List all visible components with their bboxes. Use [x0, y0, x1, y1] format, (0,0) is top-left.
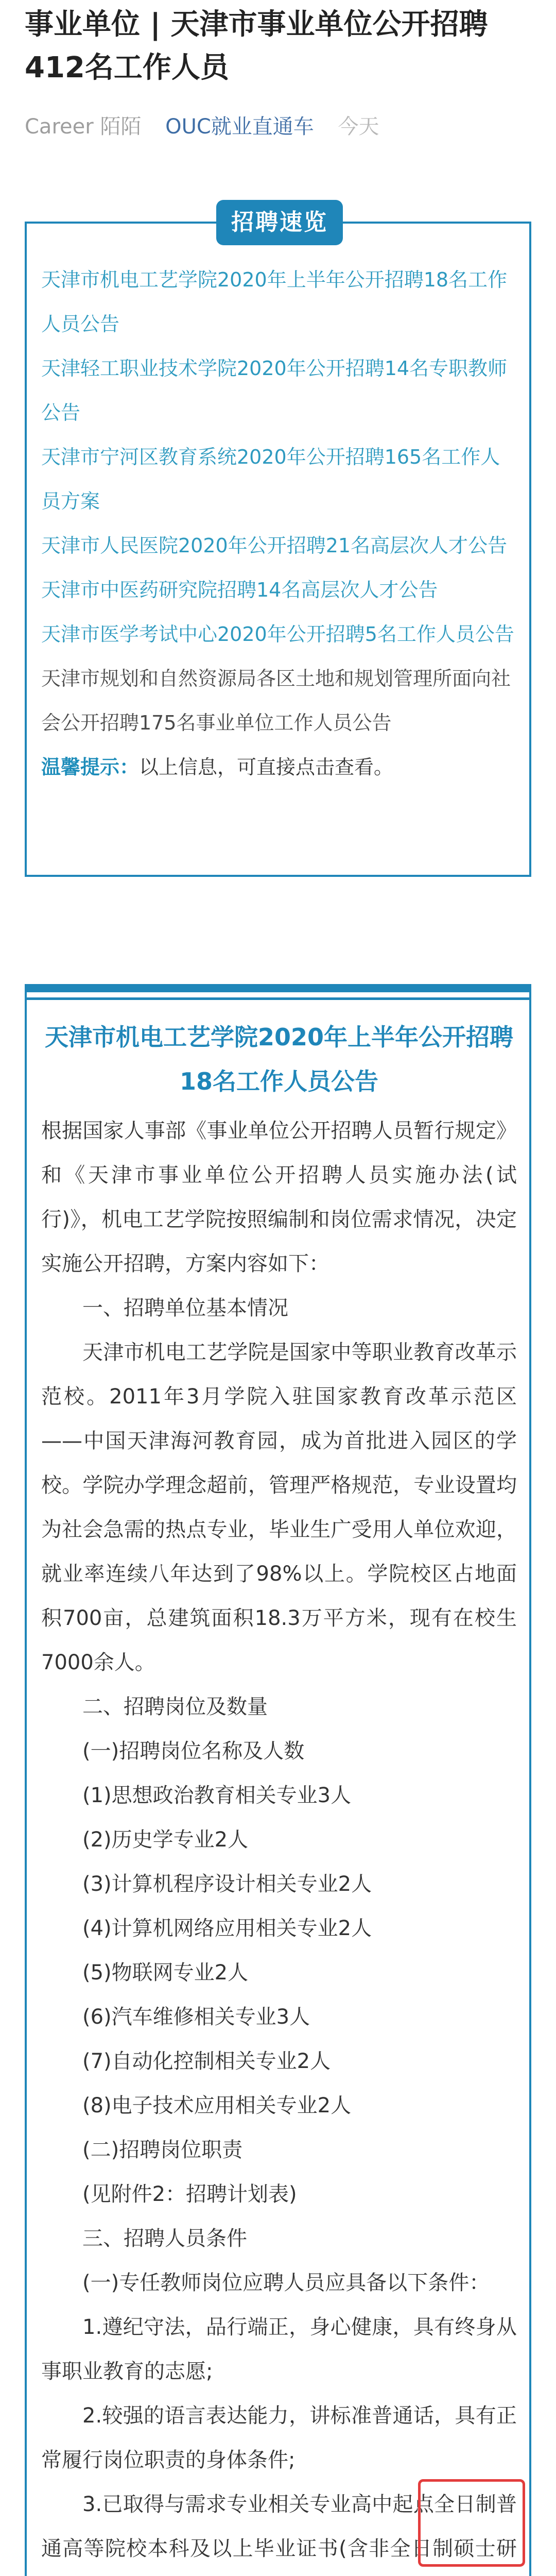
notice-paragraph: 天津市机电工艺学院是国家中等职业教育改革示范校。2011年3月学院入驻国家教育改革示范区——中国天津海河教育园，成为首批进入园区的学校。学院办学理念超前，管理严格规范，专业设置均为社会急需的热点专业，毕业生广受用人单位欢迎，就业率连续八年达到了98%以上。学院校区占地面积700亩，总建筑面积18.3万平方米，现有在校生7000余人。 — [41, 1341, 517, 1674]
article-meta — [25, 112, 379, 141]
notice-title: 天津市机电工艺学院2020年上半年公开招聘18名工作人员公告 — [44, 1023, 514, 1095]
notice-line: (7)自动化控制相关专业2人 — [82, 2049, 331, 2073]
quick-link-4[interactable]: 天津市人民医院2020年公开招聘21名高层次人才公告 — [41, 534, 508, 557]
author-name: Career 陌陌 — [25, 115, 142, 139]
article-title: 事业单位 | 天津市事业单位公开招聘412名工作人员 — [25, 8, 488, 84]
section-heading: 二、招聘岗位及数量 — [82, 1695, 268, 1719]
notice-line: (3)计算机程序设计相关专业2人 — [82, 1872, 372, 1896]
tip-line — [41, 745, 517, 789]
tip-label: 温馨提示： — [41, 756, 140, 778]
notice-line: (5)物联网专业2人 — [82, 1961, 249, 1985]
highlight-annotation-box — [418, 2479, 525, 2567]
quick-link-3[interactable]: 天津市宁河区教育系统2020年公开招聘165名工作人员方案 — [41, 446, 500, 513]
notice-paragraph: 根据国家人事部《事业单位公开招聘人员暂行规定》和《天津市事业单位公开招聘人员实施办法(试行)》，机电工艺学院按照编制和岗位需求情况，决定实施公开招聘，方案内容如下： — [41, 1119, 517, 1276]
notice-line: (见附件2：招聘计划表) — [82, 2182, 297, 2206]
publish-time: 今天 — [338, 115, 379, 139]
quick-link-6[interactable]: 天津市医学考试中心2020年公开招聘5名工作人员公告 — [41, 623, 514, 646]
notice-line: (二)招聘岗位职责 — [82, 2138, 243, 2162]
notice-body — [41, 1109, 517, 2576]
notice-paragraph: (一)专任教师岗位应聘人员应具备以下条件： — [82, 2271, 490, 2295]
notice-top-bar — [25, 984, 531, 992]
notice-paragraph: 1.遵纪守法，品行端正，身心健康，具有终身从事职业教育的志愿; — [41, 2315, 517, 2383]
quick-overview-tag: 招聘速览 — [216, 200, 343, 245]
quick-link-5[interactable]: 天津市中医药研究院招聘14名高层次人才公告 — [41, 579, 438, 601]
account-link[interactable]: OUC就业直通车 — [165, 115, 314, 139]
quick-link-2[interactable]: 天津轻工职业技术学院2020年公开招聘14名专职教师公告 — [41, 357, 508, 424]
quick-overview-list — [41, 258, 517, 789]
notice-line: (2)历史学专业2人 — [82, 1828, 249, 1852]
notice-line: (一)招聘岗位名称及人数 — [82, 1739, 305, 1763]
quick-link-1[interactable]: 天津市机电工艺学院2020年上半年公开招聘18名工作人员公告 — [41, 268, 508, 335]
notice-top-rule — [25, 997, 531, 1000]
section-heading: 一、招聘单位基本情况 — [82, 1296, 288, 1320]
notice-line: (1)思想政治教育相关专业3人 — [82, 1784, 352, 1807]
notice-paragraph: 3.已取得与需求专业相关专业高中起点全日制普通高等院校本科及以上毕业证书(含非全日制硕士研 — [41, 2493, 517, 2561]
notice-paragraph: 2.较强的语言表达能力，讲标准普通话，具有正常履行岗位职责的身体条件; — [41, 2404, 517, 2472]
section-heading: 三、招聘人员条件 — [82, 2227, 247, 2250]
tip-text: 以上信息，可直接点击查看。 — [139, 756, 394, 778]
quick-link-7[interactable]: 天津市规划和自然资源局各区土地和规划管理所面向社会公开招聘175名事业单位工作人员公告 — [41, 667, 511, 734]
notice-line: (6)汽车维修相关专业3人 — [82, 2005, 310, 2029]
notice-line: (8)电子技术应用相关专业2人 — [82, 2094, 352, 2117]
notice-line: (4)计算机网络应用相关专业2人 — [82, 1917, 372, 1940]
